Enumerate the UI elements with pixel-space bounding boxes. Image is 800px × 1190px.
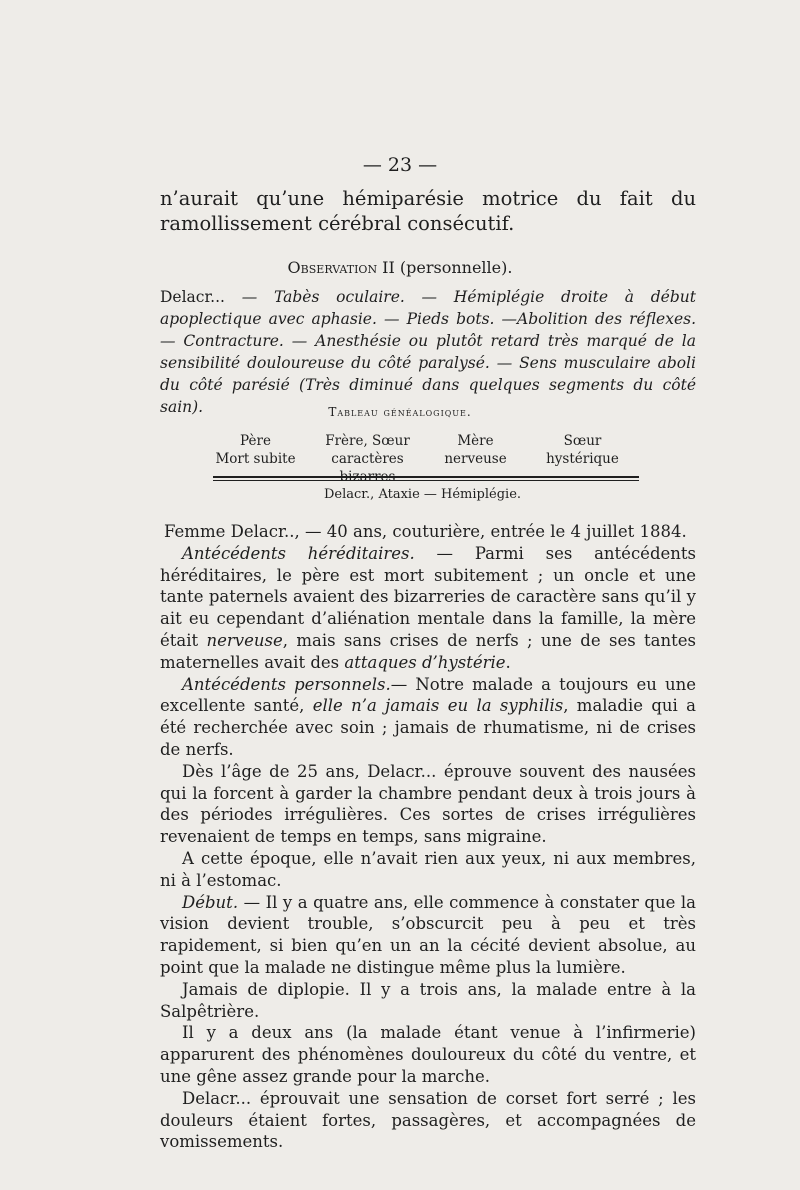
genealogy-child: Delacr., Ataxie — Hémiplégie.	[323, 487, 522, 502]
paragraph-corset: Delacr... éprouvait une sensation de corset fort serré ; les douleurs étaient fortes, passagères, et accompagnées de vomissements.	[160, 1088, 696, 1152]
genealogy-trait: nerveuse	[444, 451, 507, 467]
genealogy-relation: Mère	[457, 433, 494, 449]
genealogy-trait: caractères bizarres	[331, 451, 404, 485]
genealogy-relation: Frère, Sœur	[325, 433, 410, 449]
summary-text: — Tabès oculaire. — Hémiplégie droite à début apoplectique avec aphasie. — Pieds bots. —Abolition des réflexes. — Contracture. — Anesthésie ou plutôt retard très marqué de la sensibilité douloureuse du côté paralysé. — Sens musculaire aboli du côté parésié (Très diminué dans quelques segments du côté sain).	[160, 288, 696, 416]
paragraph-text: , maladie qui a été recherchée avec soin ; jamais de rhumatisme, ni de crises de nerfs.	[160, 696, 697, 759]
section-lead: Antécédents héréditaires.	[182, 543, 415, 563]
paragraph-onset	[160, 892, 696, 979]
genealogy-trait: hystérique	[546, 451, 619, 467]
paragraph-epoch: A cette époque, elle n’avait rien aux yeux, ni aux membres, ni à l’estomac.	[160, 848, 696, 890]
observation-number: II (personnelle).	[377, 258, 513, 277]
paragraph-text: — Notre malade a toujours eu une excellente santé,	[160, 674, 696, 716]
paragraph-nausea: Dès l’âge de 25 ans, Delacr... éprouve souvent des nausées qui la forcent à garder la chambre pendant deux à trois jours à des périodes irrégulières. Ces sortes de crises irrégulières revenaient de temps en temps, sans migraine.	[160, 761, 696, 847]
paragraph-text: , mais sans crises de nerfs ; une de ses tantes maternelles avait des	[160, 630, 696, 672]
body-text	[160, 521, 696, 1153]
paragraph-text: — Il y a quatre ans, elle commence à constater que la vision devient trouble, s’obscurcit peu à peu et très rapidement, si bien qu’en un an la cécité devient absolue, au point que la malade ne distingue même plus la lumière.	[160, 892, 696, 977]
observation-heading	[0, 258, 800, 277]
observation-label: Observation	[287, 258, 378, 277]
page-number: — 23 —	[362, 154, 438, 176]
section-lead: Antécédents personnels.	[182, 674, 391, 694]
genealogy-rule	[213, 476, 639, 478]
emphasis: nerveuse	[206, 630, 283, 650]
genealogy-trait: Mort subite	[215, 451, 296, 467]
paragraph-text: — Parmi ses antécédents héréditaires, le père est mort subitement ; un oncle et une tante paternels avaient des bizarreries de caractère sans qu’il y ait eu cependant d’aliénation mentale dans la famille, la mère était	[160, 543, 696, 650]
genealogy-relation: Père	[240, 433, 271, 449]
genealogy-rule-thin	[213, 480, 639, 481]
paragraph-pain: Il y a deux ans (la malade étant venue à l’infirmerie) apparurent des phénomènes douloureux du côté du ventre, et une gêne assez grande pour la marche.	[160, 1023, 696, 1086]
genealogy-entry	[423, 432, 528, 468]
lead-paragraph: n’aurait qu’une hémiparésie motrice du fait du ramollissement cérébral consécutif.	[160, 187, 696, 235]
genealogy-entry	[203, 432, 308, 468]
genealogy-relation: Sœur	[563, 433, 602, 449]
emphasis: elle n’a jamais eu la syphilis	[312, 696, 564, 716]
patient-name: Delacr...	[160, 288, 225, 306]
paragraph-admission: Femme Delacr.., — 40 ans, couturière, entrée le 4 juillet 1884.	[164, 522, 687, 541]
genealogy-title: Tableau généalogique.	[328, 405, 472, 419]
emphasis: attaques d’hystérie	[344, 652, 506, 672]
paragraph-text: .	[505, 652, 511, 672]
section-lead: Début.	[182, 892, 239, 912]
case-summary	[160, 286, 696, 418]
paragraph-hereditary	[160, 543, 696, 674]
paragraph-personal	[160, 674, 696, 761]
paragraph-diplopia: Jamais de diplopie. Il y a trois ans, la malade entre à la Salpêtrière.	[160, 979, 696, 1021]
genealogy-entry	[530, 432, 635, 468]
